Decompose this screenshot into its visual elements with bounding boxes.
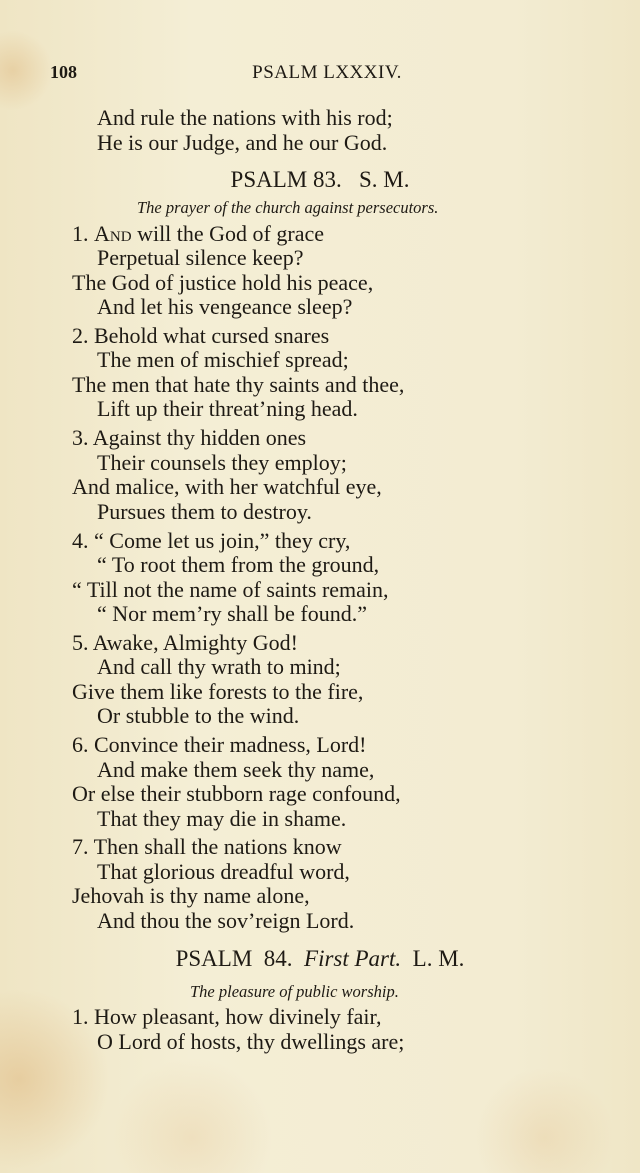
verse-line: 1. How pleasant, how divinely fair, <box>72 1004 382 1029</box>
verse-line: 5. Awake, Almighty God! <box>72 630 298 655</box>
verse-line: 3. Against thy hidden ones <box>72 425 307 450</box>
psalm-84-number: PSALM 84. <box>175 946 305 971</box>
verse-line: And make them seek thy name, <box>97 757 375 782</box>
verse-line: “ Nor mem’ry shall be found.” <box>97 601 368 626</box>
first-word-small-caps: And <box>94 221 132 246</box>
verse-text: will the God of grace <box>131 221 324 246</box>
psalm-84-subtitle: The pleasure of public worship. <box>190 982 399 1001</box>
verse-line: Perpetual silence keep? <box>97 245 304 270</box>
verse-line: 4. “ Come let us join,” they cry, <box>72 528 351 553</box>
verse-line: And rule the nations with his rod; <box>97 105 393 130</box>
verse-line: And let his vengeance sleep? <box>97 294 353 319</box>
verse-line: The men of mischief spread; <box>97 347 349 372</box>
verse-line: The God of justice hold his peace, <box>72 270 374 295</box>
psalm-83-heading: PSALM 83. S. M. <box>230 167 410 192</box>
verse-line: That glorious dreadful word, <box>97 859 350 884</box>
verse-line: And thou the sov’reign Lord. <box>97 908 355 933</box>
psalm-83-subtitle: The prayer of the church against persecutors. <box>137 198 439 217</box>
verse-line: He is our Judge, and he our God. <box>97 130 388 155</box>
running-title: PSALM LXXXIV. <box>252 62 402 83</box>
verse-line: And malice, with her watchful eye, <box>72 474 382 499</box>
verse-line: Their counsels they employ; <box>97 450 347 475</box>
verse-line: Or stubble to the wind. <box>97 703 300 728</box>
running-head <box>0 62 640 88</box>
verse-line: And call thy wrath to mind; <box>97 654 341 679</box>
verse-line: 6. Convince their madness, Lord! <box>72 732 367 757</box>
verse-line: “ Till not the name of saints remain, <box>72 577 389 602</box>
verse-line: Or else their stubborn rage confound, <box>72 781 401 806</box>
verse-line: 2. Behold what cursed snares <box>72 323 330 348</box>
psalm-84-part: First Part. <box>304 946 402 971</box>
verse-line: 7. Then shall the nations know <box>72 834 342 859</box>
verse-line: Lift up their threat’ning head. <box>97 396 358 421</box>
verse-line: O Lord of hosts, thy dwellings are; <box>97 1029 405 1054</box>
verse-line: Jehovah is thy name alone, <box>72 883 310 908</box>
psalm-84-meter: L. M. <box>401 946 465 971</box>
verse-line: “ To root them from the ground, <box>97 552 380 577</box>
verse-line: Pursues them to destroy. <box>97 499 312 524</box>
verse-line: Give them like forests to the fire, <box>72 679 364 704</box>
verse-line: That they may die in shame. <box>97 806 347 831</box>
verse-number: 1. <box>72 221 94 246</box>
verse-line <box>72 221 324 247</box>
page-number: 108 <box>50 62 77 82</box>
psalm-84-heading <box>0 945 640 973</box>
verse-line: The men that hate thy saints and thee, <box>72 372 405 397</box>
